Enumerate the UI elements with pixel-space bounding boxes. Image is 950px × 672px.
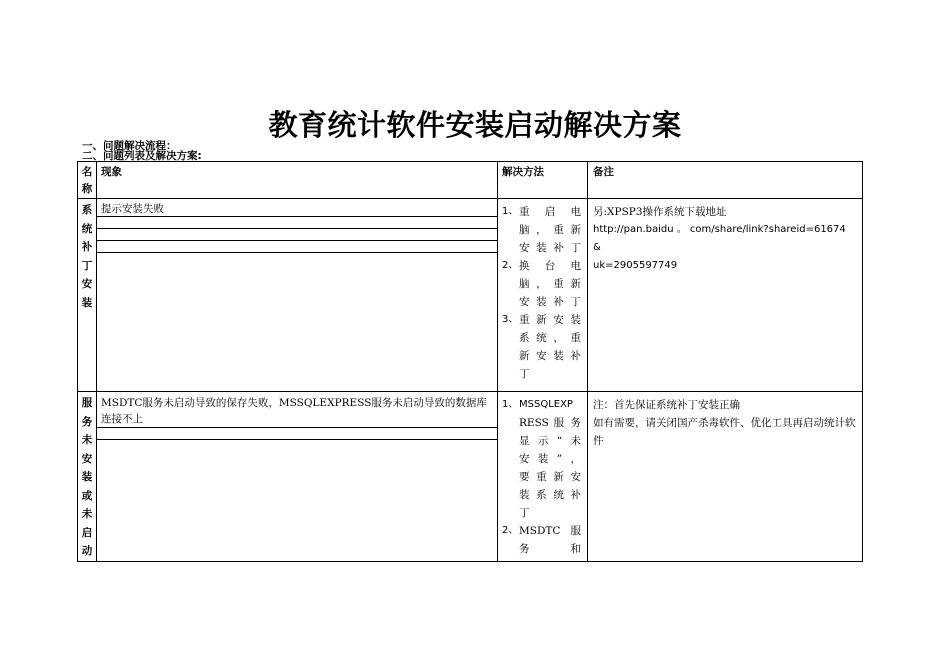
table-header-row bbox=[78, 162, 863, 199]
header-method: 解决方法 bbox=[498, 162, 588, 199]
step-line: 安装补丁 bbox=[519, 242, 581, 254]
section-heading-list: 二、问题列表及解决方案: bbox=[82, 150, 202, 162]
row-phenomenon: MSDTC服务未启动导致的保存失败，MSSQLEXPRESS服务未启动导致的数据库连接不上 bbox=[101, 397, 487, 425]
row-name-service bbox=[78, 392, 97, 562]
step-line: MSSQLEXP bbox=[519, 399, 573, 410]
header-name bbox=[78, 162, 97, 199]
row-name-char: 或 bbox=[81, 489, 93, 502]
ruled-line bbox=[97, 439, 497, 440]
row-name-char: 装 bbox=[81, 471, 93, 483]
step-line: 重 启 电 bbox=[519, 206, 581, 218]
row-phenomenon-cell bbox=[97, 199, 498, 392]
row-name-char: 补 bbox=[81, 241, 93, 253]
step-line: 脑，重新 bbox=[519, 224, 581, 236]
row-name-char: 动 bbox=[81, 545, 93, 557]
step-number: 1、 bbox=[502, 399, 519, 410]
step-line: 安装”， bbox=[519, 453, 581, 465]
method-step bbox=[502, 203, 581, 257]
row-name-char: 未 bbox=[81, 508, 93, 520]
step-number: 3、 bbox=[502, 314, 519, 325]
step-number: 2、 bbox=[502, 525, 519, 536]
row-name-char: 服 bbox=[81, 397, 93, 409]
download-link-text: uk=2905597749 bbox=[593, 260, 678, 271]
row-phenomenon-cell bbox=[97, 392, 498, 562]
row-method-cell bbox=[498, 199, 588, 392]
row-name-char: 统 bbox=[81, 222, 93, 235]
step-line: 新安装补 bbox=[519, 350, 581, 362]
step-line: 安装补丁 bbox=[519, 296, 581, 308]
step-line: 显示“未 bbox=[519, 435, 581, 447]
row-name-char: 未 bbox=[81, 434, 93, 446]
step-line: 丁 bbox=[519, 368, 530, 380]
document-title: 教育统计软件安装启动解决方案 bbox=[268, 108, 682, 142]
step-line: 装系统补 bbox=[519, 489, 581, 501]
row-method-cell bbox=[498, 392, 588, 562]
step-line: 系统，重 bbox=[519, 332, 581, 344]
header-phenomenon: 现象 bbox=[97, 162, 498, 199]
header-note: 备注 bbox=[588, 162, 863, 199]
row-name-char: 丁 bbox=[81, 259, 93, 272]
row-note-cell bbox=[588, 199, 863, 392]
row-name-char: 安 bbox=[81, 452, 93, 465]
method-step bbox=[502, 522, 581, 558]
note-line: 另:XPSP3操作系统下载地址 bbox=[593, 206, 727, 218]
section-heading-process: 一、问题解决流程： bbox=[82, 140, 177, 152]
note-line: 注：首先保证系统补丁安装正确 bbox=[593, 399, 740, 411]
row-name-char: 务 bbox=[81, 415, 93, 428]
row-name-char: 启 bbox=[81, 526, 93, 539]
row-name-char: 安 bbox=[81, 278, 93, 290]
method-step bbox=[502, 311, 581, 383]
step-line: 要重新安 bbox=[519, 471, 581, 483]
ruled-line bbox=[97, 228, 497, 229]
table-row bbox=[78, 392, 863, 562]
solution-table bbox=[77, 161, 863, 562]
ruled-line bbox=[97, 216, 497, 217]
ruled-line bbox=[97, 252, 497, 253]
step-line: 重新安装 bbox=[519, 314, 581, 326]
table-row bbox=[78, 199, 863, 392]
step-line: 务 和 bbox=[519, 543, 581, 555]
step-number: 1、 bbox=[502, 206, 519, 217]
download-link-text: http://pan.baidu 。 com/share/link?shareid=61674 & bbox=[593, 224, 846, 253]
row-name-system-patch bbox=[78, 199, 97, 392]
ruled-line bbox=[97, 427, 497, 428]
step-line: MSDTC 服 bbox=[519, 525, 581, 537]
step-line: 脑，重新 bbox=[519, 278, 581, 290]
ruled-line bbox=[97, 240, 497, 241]
row-phenomenon: 提示安装失败 bbox=[101, 203, 164, 215]
note-line: 如有需要，请关闭国产杀毒软件、优化工具再启动统计软件 bbox=[593, 417, 856, 447]
row-name-char: 装 bbox=[81, 296, 93, 309]
step-line: 换 台 电 bbox=[519, 260, 581, 272]
step-line: RESS 服 务 bbox=[519, 417, 581, 429]
header-name-char: 名 bbox=[81, 166, 93, 178]
row-name-char: 系 bbox=[81, 204, 93, 216]
method-step bbox=[502, 257, 581, 311]
method-step bbox=[502, 396, 581, 522]
step-line: 丁 bbox=[519, 507, 530, 519]
header-name-char: 称 bbox=[81, 183, 93, 195]
row-note-cell bbox=[588, 392, 863, 562]
step-number: 2、 bbox=[502, 260, 519, 271]
